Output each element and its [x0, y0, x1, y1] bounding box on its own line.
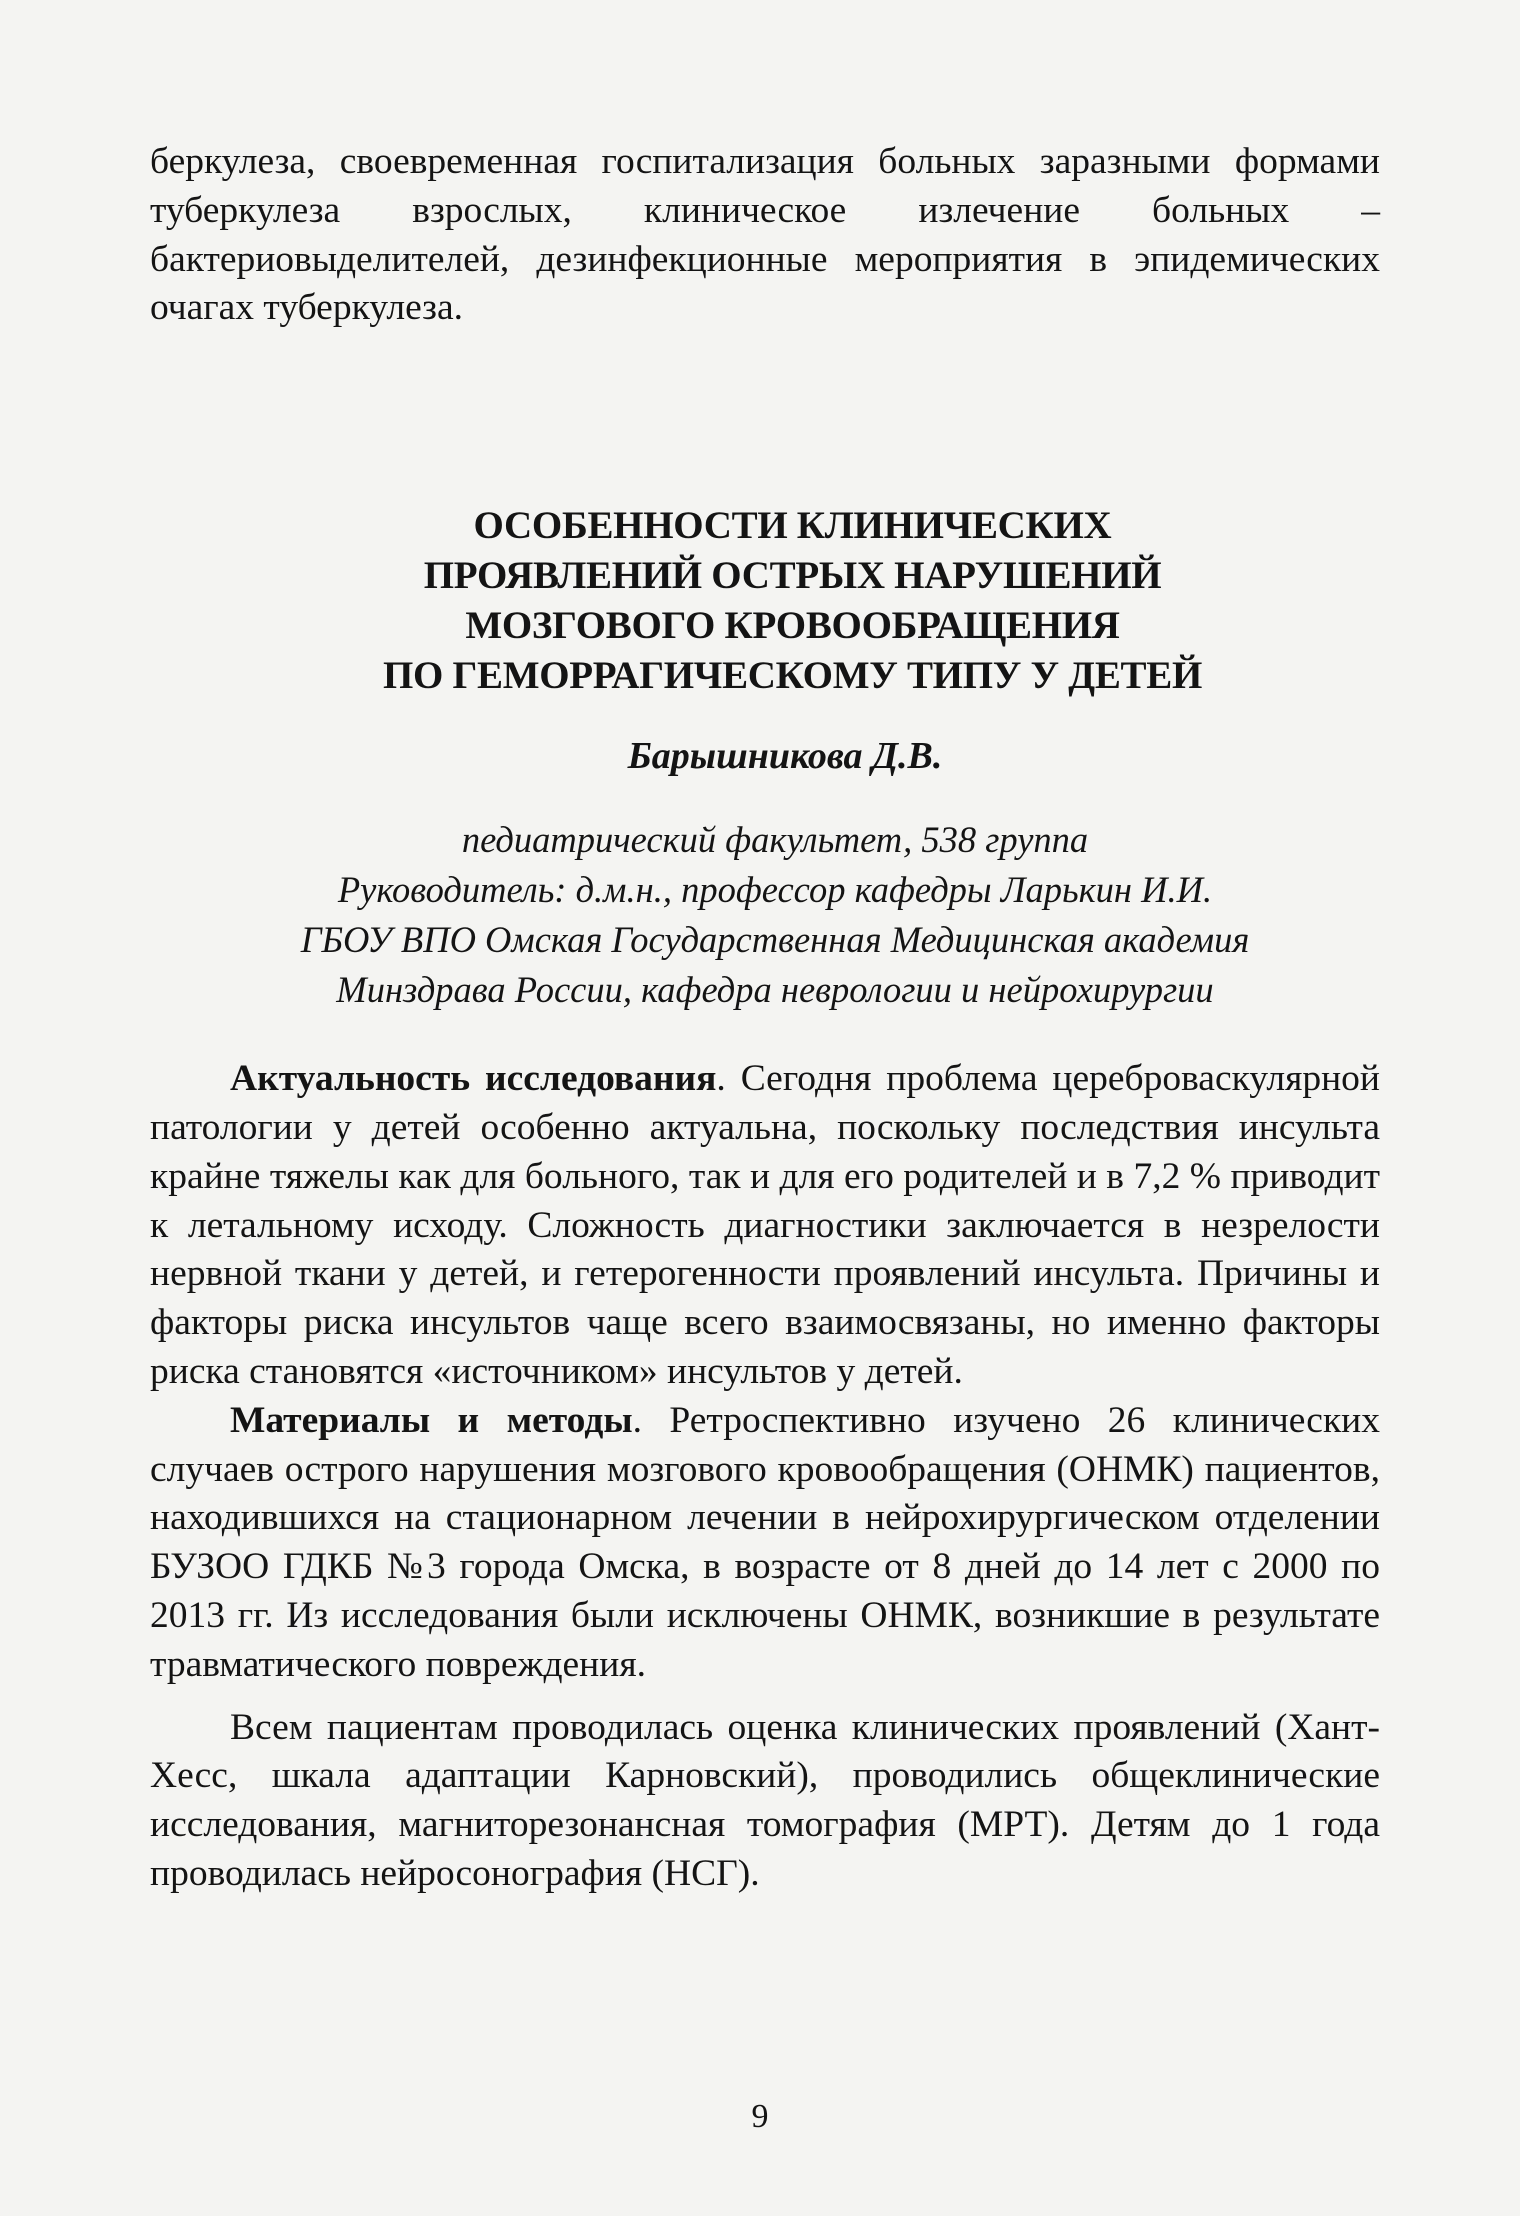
article-title-line: ПРОЯВЛЕНИЙ ОСТРЫХ НАРУШЕНИЙ: [423, 554, 1162, 598]
patients-paragraph: Всем пациентам проводилась оценка клинических проявлений (Хант-Хесс, шкала адаптации Карновский), проводились общеклинические исследования, магниторезонансная томография (МРТ). Детям до 1 года проводилась нейросонография (НСГ).: [150, 1706, 1380, 1894]
affiliation-line: ГБОУ ВПО Омская Государственная Медицинская академия: [300, 919, 1250, 961]
article-title-line: ОСОБЕННОСТИ КЛИНИЧЕСКИХ: [473, 504, 1112, 548]
article-title-line: МОЗГОВОГО КРОВООБРАЩЕНИЯ: [465, 604, 1120, 648]
relevance-text: . Сегодня проблема цереброваскулярной патологии у детей особенно актуальна, поскольку последствия инсульта крайне тяжелы как для больного, так и для его родителей и в 7,2 % приводит к летальному исходу. Сложность диагностики заключается в незрелости нервной ткани у детей, и гетерогенности проявлений инсульта. Причины и факторы риска инсультов чаще всего взаимосвязаны, но именно факторы риска становятся «источником» инсультов у детей.: [150, 1058, 1380, 1392]
methods-label: Материалы и методы: [230, 1399, 633, 1441]
article-body: [150, 1055, 1380, 1899]
author-affiliation: [150, 815, 1380, 1015]
affiliation-line: педиатрический факультет, 538 группа: [461, 819, 1089, 861]
methods-paragraph: [150, 1397, 1380, 1690]
article-author: Барышникова Д.В.: [627, 735, 943, 778]
intro-paragraph: беркулеза, своевременная госпитализация больных заразными формами туберкулеза взрослых, клиническое излечение больных – бактериовыделителей, дезинфекционные мероприятия в эпидемических очагах туберкулеза.: [150, 141, 1380, 329]
article-title: [150, 501, 1380, 701]
affiliation-line: Руководитель: д.м.н., профессор кафедры Ларькин И.И.: [337, 869, 1213, 911]
methods-text: . Ретроспективно изучено 26 клинических случаев острого нарушения мозгового кровообращения (ОНМК) пациентов, находившихся на стационарном лечении в нейрохирургическом отделении БУЗОО ГДКБ №3 города Омска, в возрасте от 8 дней до 14 лет с 2000 по 2013 гг. Из исследования были исключены ОНМК, возникшие в результате травматического повреждения.: [150, 1399, 1380, 1685]
article-title-line: ПО ГЕМОРРАГИЧЕСКОМУ ТИПУ У ДЕТЕЙ: [382, 654, 1203, 698]
page-number: 9: [751, 2098, 769, 2135]
relevance-paragraph: [150, 1055, 1380, 1397]
affiliation-line: Минздрава России, кафедра неврологии и нейрохирургии: [336, 969, 1214, 1011]
page-content: [150, 138, 1380, 1899]
relevance-label: Актуальность исследования: [230, 1058, 717, 1100]
